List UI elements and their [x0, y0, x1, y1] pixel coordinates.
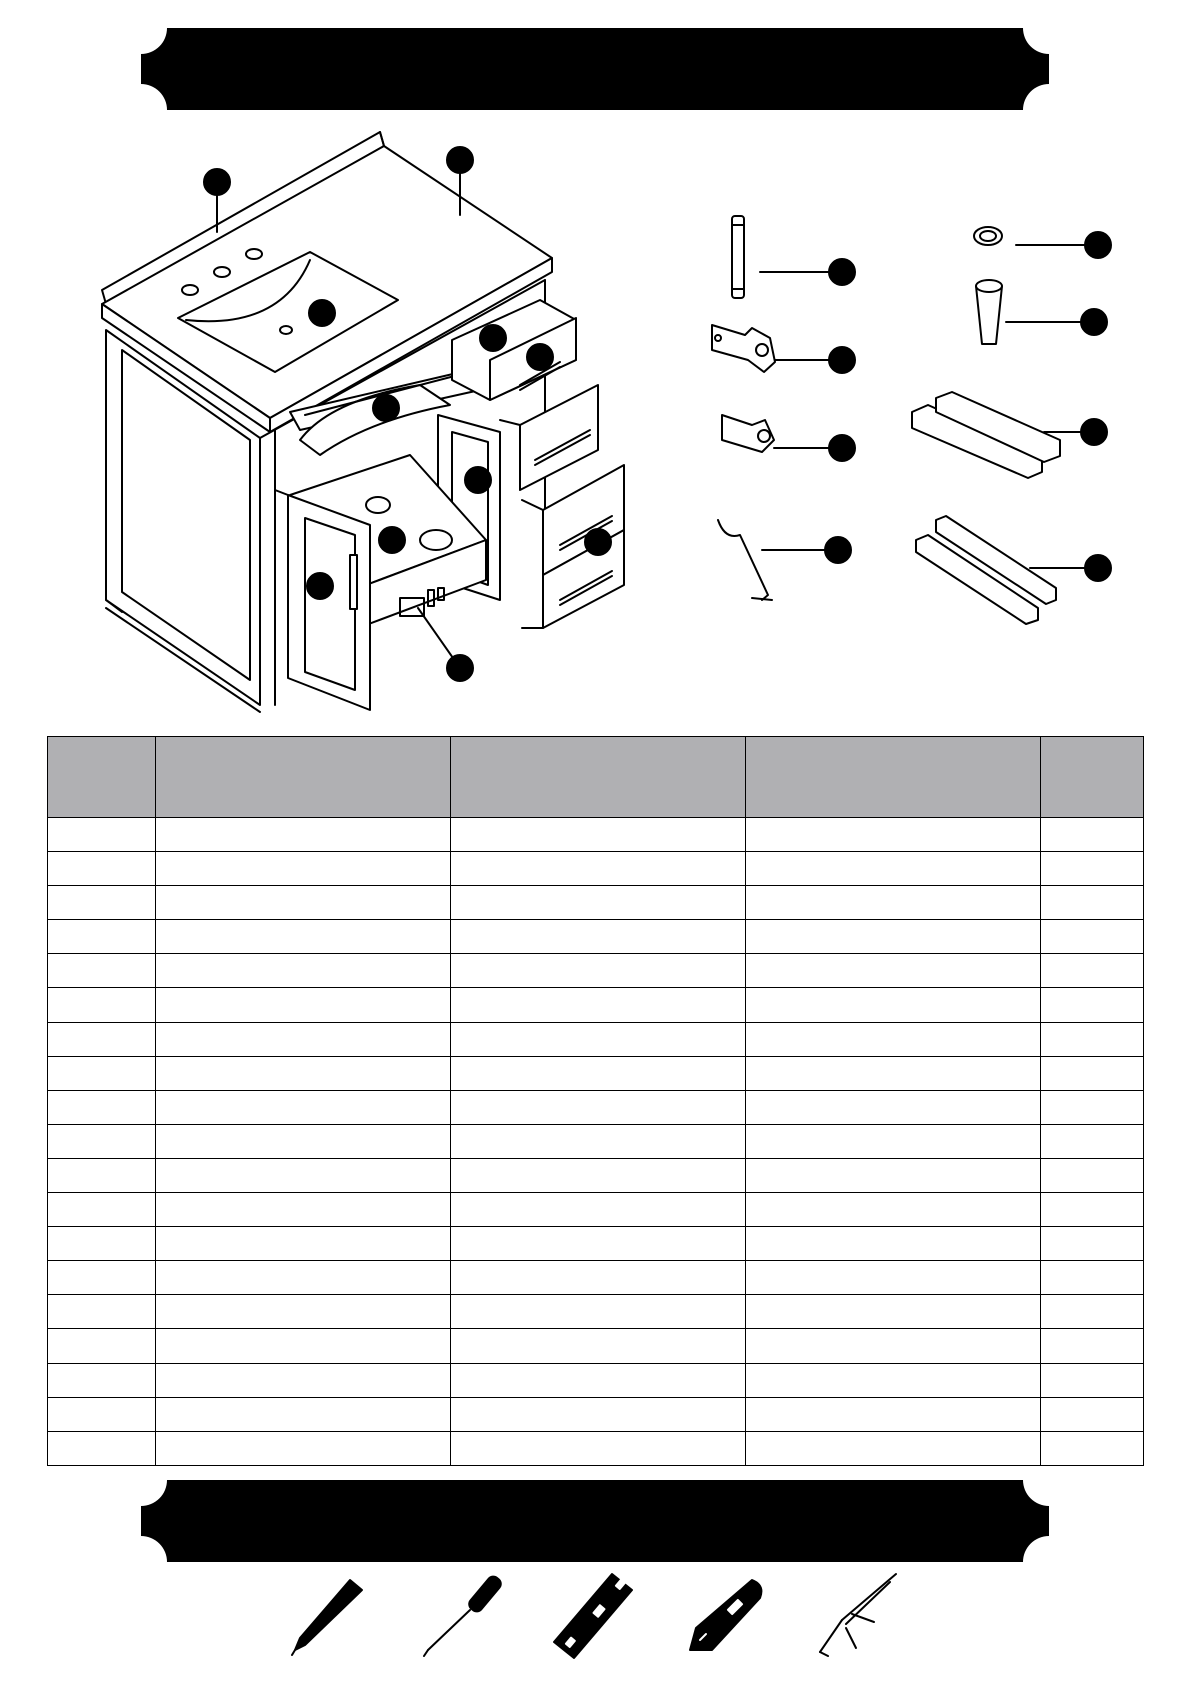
table-cell — [156, 1329, 451, 1363]
table-row — [48, 1397, 1144, 1431]
callout-outlet — [447, 655, 473, 681]
table-cell — [1041, 1227, 1144, 1261]
table-header-cell — [746, 737, 1041, 818]
table-cell — [48, 1158, 156, 1192]
tools-banner-title — [141, 1480, 1049, 1562]
table-cell — [746, 1056, 1041, 1090]
table-row — [48, 1056, 1144, 1090]
table-body — [48, 818, 1144, 1466]
table-cell — [451, 852, 746, 886]
level-icon — [554, 1574, 632, 1658]
table-cell — [156, 818, 451, 852]
table-row — [48, 988, 1144, 1022]
table-cell — [48, 818, 156, 852]
table-cell — [156, 1363, 451, 1397]
table-cell — [156, 1124, 451, 1158]
table-cell — [451, 1124, 746, 1158]
callout-center-door — [465, 467, 491, 493]
callout-tip-out-tray — [373, 395, 399, 421]
parts-banner-title — [141, 28, 1049, 110]
table-cell — [451, 886, 746, 920]
callout-sink — [309, 300, 335, 326]
table-cell — [48, 1329, 156, 1363]
table-cell — [451, 1261, 746, 1295]
door-hinge-drawing — [712, 325, 840, 372]
table-cell — [451, 1090, 746, 1124]
table-cell — [156, 886, 451, 920]
table-cell — [451, 920, 746, 954]
tools-banner — [141, 1480, 1049, 1562]
table-row — [48, 818, 1144, 852]
table-cell — [1041, 1193, 1144, 1227]
table-cell — [48, 1090, 156, 1124]
table-cell — [48, 886, 156, 920]
table-row — [48, 1295, 1144, 1329]
table-cell — [48, 988, 156, 1022]
table-cell — [1041, 886, 1144, 920]
table-cell — [1041, 988, 1144, 1022]
table-cell — [746, 1397, 1041, 1431]
table-row — [48, 1090, 1144, 1124]
table-header-cell — [48, 737, 156, 818]
table-cell — [451, 1022, 746, 1056]
drawer-slide-2-drawing — [916, 516, 1096, 624]
table-cell — [156, 1397, 451, 1431]
support-rod-drawing — [718, 520, 840, 600]
callout-support-rod — [825, 537, 851, 563]
callout-grommet — [1085, 232, 1111, 258]
drawer-slide-1-drawing — [912, 392, 1092, 478]
table-cell — [746, 818, 1041, 852]
callout-slide-1 — [1081, 419, 1107, 445]
table-cell — [156, 1193, 451, 1227]
table-cell — [156, 1022, 451, 1056]
table-cell — [1041, 1158, 1144, 1192]
callout-right-drawers — [585, 529, 611, 555]
table-cell — [746, 1363, 1041, 1397]
table-cell — [746, 1227, 1041, 1261]
table-cell — [451, 988, 746, 1022]
table-cell — [156, 988, 451, 1022]
table-header-cell — [156, 737, 451, 818]
table-cell — [48, 852, 156, 886]
table-cell — [451, 1227, 746, 1261]
table-cell — [451, 1397, 746, 1431]
table-cell — [1041, 818, 1144, 852]
table-cell — [746, 988, 1041, 1022]
table-cell — [1041, 1329, 1144, 1363]
table-cell — [746, 1022, 1041, 1056]
table-cell — [1041, 1397, 1144, 1431]
table-cell — [48, 1193, 156, 1227]
table-row — [48, 1158, 1144, 1192]
table-row — [48, 1431, 1144, 1465]
table-cell — [746, 1193, 1041, 1227]
table-cell — [1041, 852, 1144, 886]
table-row — [48, 1227, 1144, 1261]
table-cell — [451, 1329, 746, 1363]
pencil-icon — [292, 1580, 362, 1655]
table-cell — [48, 1022, 156, 1056]
table-row — [48, 954, 1144, 988]
table-cell — [746, 1124, 1041, 1158]
table-cell — [1041, 1295, 1144, 1329]
caulking-gun-icon — [820, 1574, 896, 1656]
callout-countertop — [204, 169, 230, 195]
table-row — [48, 1124, 1144, 1158]
table-row — [48, 1329, 1144, 1363]
table-cell — [48, 920, 156, 954]
table-row — [48, 920, 1144, 954]
table-cell — [156, 1431, 451, 1465]
callout-top-drawer — [480, 325, 506, 351]
table-cell — [156, 852, 451, 886]
table-cell — [451, 1363, 746, 1397]
table-cell — [451, 1158, 746, 1192]
table-cell — [1041, 1022, 1144, 1056]
table-cell — [1041, 1056, 1144, 1090]
table-cell — [1041, 1431, 1144, 1465]
parts-diagram — [0, 120, 1192, 720]
table-cell — [156, 920, 451, 954]
table-row — [48, 1261, 1144, 1295]
callout-drawer-box — [379, 527, 405, 553]
table-cell — [1041, 1363, 1144, 1397]
table-cell — [156, 954, 451, 988]
table-cell — [48, 1056, 156, 1090]
table-cell — [746, 1329, 1041, 1363]
table-cell — [156, 1295, 451, 1329]
grommet-ring-drawing — [974, 227, 1096, 245]
table-cell — [156, 1158, 451, 1192]
parts-list-table — [47, 736, 1144, 1466]
table-cell — [1041, 1261, 1144, 1295]
table-cell — [451, 1431, 746, 1465]
table-cell — [746, 954, 1041, 988]
callout-small-hinge — [829, 435, 855, 461]
table-cell — [746, 1090, 1041, 1124]
table-cell — [156, 1261, 451, 1295]
table-row — [48, 852, 1144, 886]
tools-row — [0, 1565, 1192, 1685]
small-hinge-drawing — [722, 415, 840, 452]
table-cell — [1041, 1124, 1144, 1158]
callout-slide-2 — [1085, 555, 1111, 581]
table-row — [48, 886, 1144, 920]
table-cell — [746, 886, 1041, 920]
table-cell — [48, 954, 156, 988]
callout-door-hinge — [829, 347, 855, 373]
table-cell — [746, 1158, 1041, 1192]
table-cell — [156, 1227, 451, 1261]
table-cell — [451, 954, 746, 988]
table-cell — [48, 1363, 156, 1397]
table-cell — [746, 1295, 1041, 1329]
callout-handle — [829, 259, 855, 285]
screwdriver-icon — [424, 1574, 503, 1656]
hardware-drawings — [712, 216, 1096, 624]
table-cell — [746, 852, 1041, 886]
parts-banner — [141, 28, 1049, 110]
table-cell — [1041, 1090, 1144, 1124]
handle-drawing — [732, 216, 840, 298]
table-row — [48, 1193, 1144, 1227]
table-header-row — [48, 737, 1144, 818]
callout-left-door — [307, 573, 333, 599]
table-header-cell — [451, 737, 746, 818]
table-cell — [451, 1056, 746, 1090]
utility-knife-icon — [690, 1580, 761, 1650]
table-cell — [1041, 920, 1144, 954]
drain-sleeve-drawing — [976, 280, 1092, 344]
table-cell — [156, 1090, 451, 1124]
table-row — [48, 1363, 1144, 1397]
callout-top-drawer-front — [527, 344, 553, 370]
table-cell — [451, 1193, 746, 1227]
table-cell — [48, 1261, 156, 1295]
callout-drain-sleeve — [1081, 309, 1107, 335]
table-cell — [48, 1124, 156, 1158]
table-cell — [48, 1227, 156, 1261]
table-cell — [746, 1261, 1041, 1295]
table-cell — [451, 818, 746, 852]
table-cell — [156, 1056, 451, 1090]
table-cell — [48, 1431, 156, 1465]
table-cell — [746, 1431, 1041, 1465]
table-cell — [48, 1295, 156, 1329]
vanity-drawing — [102, 132, 624, 712]
callout-backsplash — [447, 147, 473, 173]
table-cell — [451, 1295, 746, 1329]
table-cell — [1041, 954, 1144, 988]
table-row — [48, 1022, 1144, 1056]
table-cell — [746, 920, 1041, 954]
table-header-cell — [1041, 737, 1144, 818]
table-cell — [48, 1397, 156, 1431]
